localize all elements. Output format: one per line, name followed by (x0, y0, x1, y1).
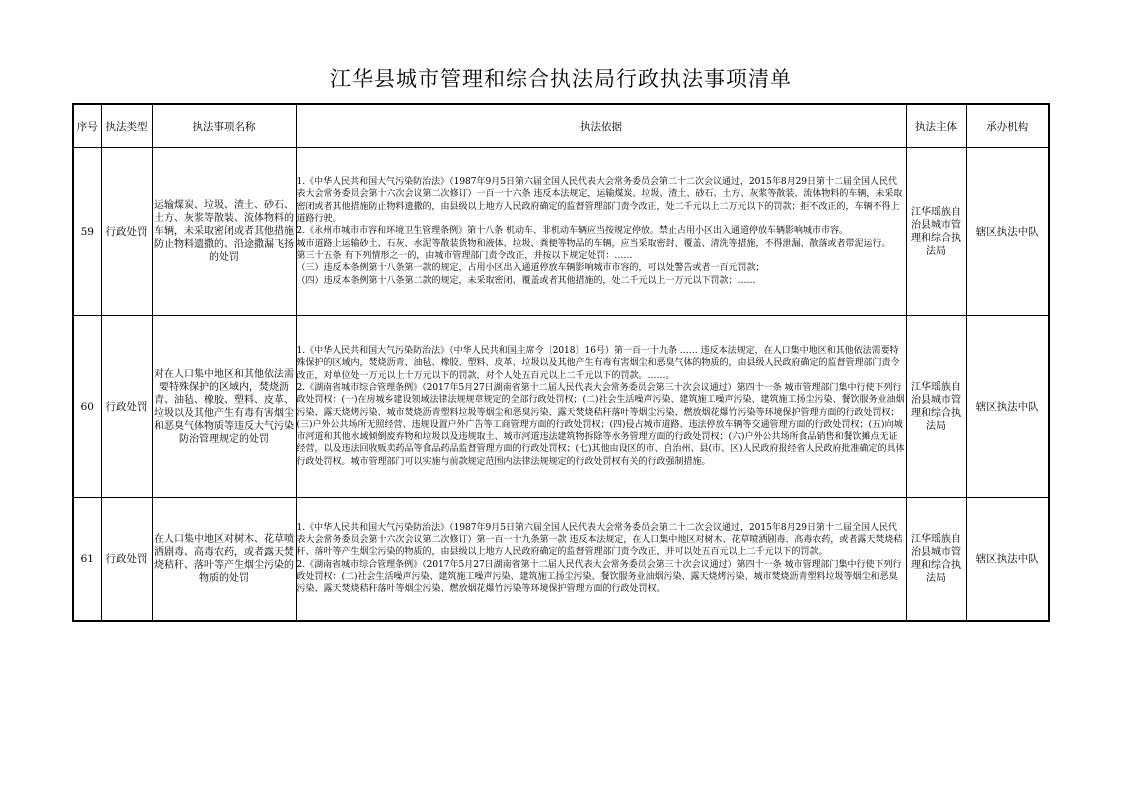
basis-paragraph: 2.《湖南省城市综合管理条例》（2017年5月27日湖南省第十二届人民代表大会常务委员会第三十次会议通过）第四十一条 城市管理部门集中行使下列行政处罚权：(一)在房城乡建设领域法律法规规章规定的全部行政处罚权；(二)社会生活噪声污染、建筑施工噪声污染、建筑施工扬尘污染、餐饮服务业油烟污染、露天烧烤污染、城市焚烧沥青塑料垃圾等烟尘和恶臭污染、露天焚烧秸秆落叶等烟尘污染、燃放烟花爆竹污染等环境保护管理方面的行政处罚权；(三)户外公共场所无照经营、违规设置户外广告等工商管理方面的行政处罚权；(四)侵占城市道路、违法停放车辆等交通管理方面的行政处罚权；(五)向城市河道和其他水域倾倒废弃物和垃圾以及违规取土、城市河道违法建筑物拆除等水务管理方面的行政处罚权；(六)户外公共场所食品销售和餐饮摊点无证经营，以及违法回收贩卖药品等食品药品监督管理方面的行政处罚权；(七)其他由设区的市、自治州、县(市、区)人民政府报经省人民政府批准确定的具体行政处罚权。城市管理部门可以实施与前款规定范围内法律法规规定的行政处罚权有关的行政强制措施。 (296, 382, 905, 467)
row-legal-basis (296, 498, 906, 621)
basis-paragraph: 1.《中华人民共和国大气污染防治法》（1987年9月5日第六届全国人民代表大会常务委员会第二十二次会议通过，2015年8月29日第十二届全国人民代表大会常务委员会第十六次会议第二次修订）第一百一十九条第一款 违反本法规定，在人口集中地区对树木、花草喷洒剧毒、高毒农药，或者露天焚烧秸秆、落叶等产生烟尘污染的物质的，由县级以上地方人民政府确定的监督管理部门责令改正，并可以处五百元以上二千元以下的罚款。 (296, 522, 903, 558)
column-header-seq: 序号 (73, 104, 101, 148)
row-item-name: 在人口集中地区对树木、花草喷洒剧毒、高毒农药，或者露天焚烧秸秆、落叶等产生烟尘污染的物质的处罚 (152, 498, 296, 621)
basis-paragraph: 2.《湖南省城市综合管理条例》（2017年5月27日湖南省第十二届人民代表大会常务委员会第三十次会议通过）第四十一条 城市管理部门集中行使下列行政处罚权：(二)社会生活噪声污染、建筑施工噪声污染、建筑施工扬尘污染、餐饮服务业油烟污染、露天烧烤污染、城市焚烧沥青塑料垃圾等烟尘和恶臭污染、露天焚烧秸秆落叶等烟尘污染、燃放烟花爆竹污染等环境保护管理方面的行政处罚权。 (296, 559, 902, 595)
row-seq: 59 (73, 148, 101, 316)
row-type: 行政处罚 (101, 498, 152, 621)
table-row (73, 316, 1049, 498)
row-type: 行政处罚 (101, 316, 152, 498)
page-title: 江华县城市管理和综合执法局行政执法事项清单 (330, 67, 792, 91)
column-header-basis: 执法依据 (296, 104, 906, 148)
row-handling-agency: 辖区执法中队 (966, 316, 1049, 498)
column-header-agency: 承办机构 (966, 104, 1049, 148)
basis-paragraph: 第三十五条 有下列情形之一的，由城市管理部门责令改正，并按以下规定处罚：…… (296, 250, 633, 261)
column-header-subject: 执法主体 (906, 104, 966, 148)
row-legal-basis (296, 316, 906, 498)
basis-paragraph: 城市道路上运输砂土、石灰、水泥等散装货物和液体、垃圾、粪便等物品的车辆，应当采取密封、覆盖、清洗等措施，不得泄漏、散落或者带泥运行。 (296, 238, 891, 249)
column-header-type: 执法类型 (101, 104, 152, 148)
row-seq: 60 (73, 316, 101, 498)
row-item-name: 对在人口集中地区和其他依法需要特殊保护的区域内，焚烧沥青、油毡、橡胶、塑料、皮革、垃圾以及其他产生有毒有害烟尘和恶臭气体物质等违反大气污染防治管理规定的处罚 (152, 316, 296, 498)
basis-paragraph: 1.《中华人民共和国大气污染防治法》（中华人民共和国主席令〔2018〕16号）第一百一十九条 …… 违反本法规定，在人口集中地区和其他依法需要特殊保护的区域内，焚烧沥青、油毡、橡胶、塑料、皮革、垃圾以及其他产生有毒有害烟尘和恶臭气体的物质的，由县级人民政府确定的监督管理部门责令改正，对单位处一万元以上十万元以下的罚款，对个人处五百元以上二千元以下的罚款。……。 (296, 346, 900, 381)
column-header-name: 执法事项名称 (152, 104, 296, 148)
row-seq: 61 (73, 498, 101, 621)
row-enforcement-subject: 江华瑶族自治县城市管理和综合执法局 (906, 148, 966, 316)
basis-paragraph: 1.《中华人民共和国大气污染防治法》（1987年9月5日第六届全国人民代表大会常务委员会第二十二次会议通过，2015年8月29日第十二届全国人民代表大会常务委员会第十六次会议第二次修订）一百一十六条 违反本法规定，运输煤炭、垃圾、渣土、砂石、土方、灰浆等散装、流体物料的车辆，未采取密闭或者其他措施防止物料遗撒的，由县级以上地方人民政府确定的监督管理部门责令改正，处二千元以上二万元以下的罚款；拒不改正的，车辆不得上道路行驶。 (296, 177, 903, 225)
row-enforcement-subject: 江华瑶族自治县城市管理和综合执法局 (906, 316, 966, 498)
enforcement-items-table (72, 103, 1050, 622)
basis-paragraph: （四）违反本条例第十八条第二款的规定，未采取密闭、覆盖或者其他措施的，处二千元以上一万元以下罚款；…… (296, 275, 756, 286)
table-header-row (73, 104, 1049, 148)
basis-paragraph: 2.《永州市城市市容和环境卫生管理条例》第十八条 机动车、非机动车辆应当按规定停放。禁止占用小区出入通道停放车辆影响城市市容。 (296, 226, 848, 237)
row-item-name: 运输煤炭、垃圾、渣土、砂石、土方、灰浆等散装、流体物料的车辆，未采取密闭或者其他措施防止物料遗撒的、沿途撒漏飞扬的处罚 (152, 148, 296, 316)
row-handling-agency: 辖区执法中队 (966, 148, 1049, 316)
row-handling-agency: 辖区执法中队 (966, 498, 1049, 621)
row-legal-basis (296, 148, 906, 316)
table-row (73, 498, 1049, 621)
basis-paragraph: （三）违反本条例第十八条第一款的规定，占用小区出入通道停放车辆影响城市市容的，可以处警告或者一百元罚款； (296, 263, 765, 274)
row-enforcement-subject: 江华瑶族自治县城市管理和综合执法局 (906, 498, 966, 621)
row-type: 行政处罚 (101, 148, 152, 316)
table-row (73, 148, 1049, 316)
